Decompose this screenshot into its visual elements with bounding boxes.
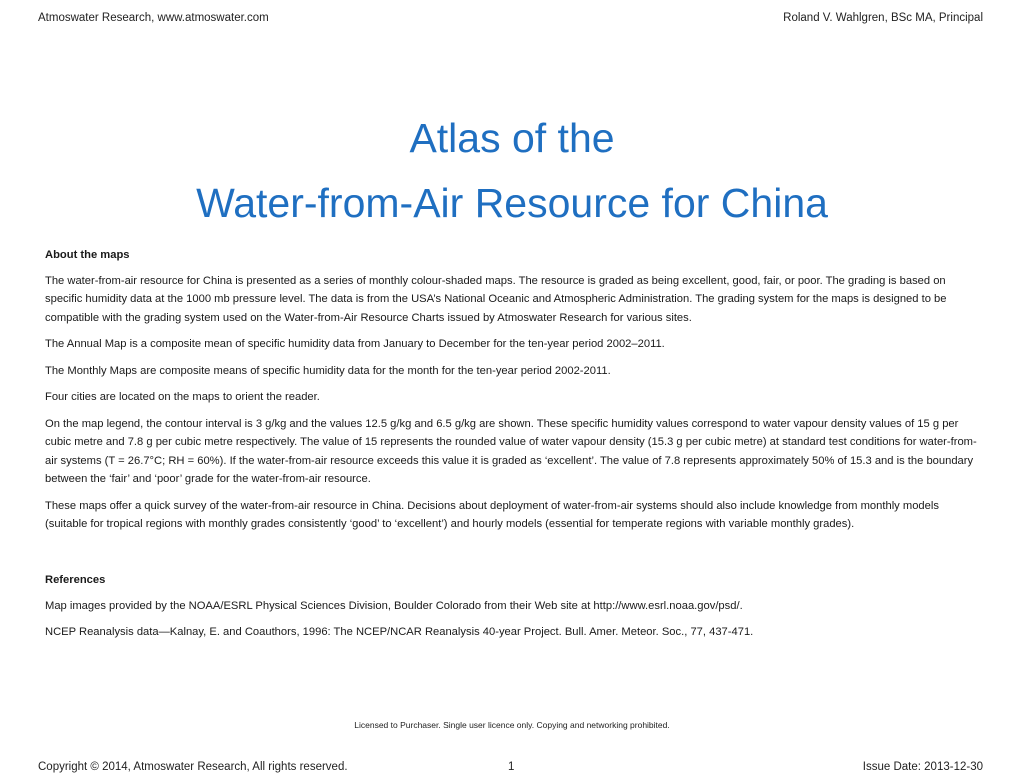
references-section xyxy=(45,571,980,650)
about-paragraph: These maps offer a quick survey of the water-from-air resource in China. Decisions about deployment of water-from-air systems should also include knowledge from monthly models (suitable for tropical regions with monthly grades consistently ‘good’ to ‘excellent’) and hourly models (essential for temperate regions with variable monthly grades). xyxy=(45,499,939,530)
footer-copyright: Copyright © 2014, Atmoswater Research, All rights reserved. xyxy=(38,761,348,773)
about-heading: About the maps xyxy=(45,249,130,261)
about-paragraph: On the map legend, the contour interval is 3 g/kg and the values 12.5 g/kg and 6.5 g/kg are shown. These specific humidity values correspond to water vapour density values of 15 g per cubic metre and 7.8 g per cubic metre respectively. The value of 15 represents the rounded value of water vapour density (15.3 g per cubic metre) at standard test conditions for water-from-air systems (T = 26.7°C; RH = 60%). If the water-from-air resource exceeds this value it is graded as ‘excellent’. The value of 7.8 represents approximately 50% of 15.3 and is the boundary between the ‘fair’ and ‘poor’ grade for the water-from-air resource. xyxy=(45,417,977,485)
header-right-text: Roland V. Wahlgren, BSc MA, Principal xyxy=(783,12,983,24)
footer-issue-date: Issue Date: 2013-12-30 xyxy=(862,761,983,773)
header-left-text: Atmoswater Research, www.atmoswater.com xyxy=(38,12,269,24)
about-paragraph: The Monthly Maps are composite means of specific humidity data for the month for the ten-year period 2002-2011. xyxy=(45,364,611,377)
references-heading: References xyxy=(45,574,106,586)
about-paragraph: The water-from-air resource for China is presented as a series of monthly colour-shaded maps. The resource is graded as being excellent, good, fair, or poor. The grading is based on specific humidity data at the 1000 mb pressure level. The data is from the USA’s National Oceanic and Atmospheric Administration. The grading system for the maps is designed to be compatible with the grading system used on the Water-from-Air Resource Charts issued by Atmoswater Research for various sites. xyxy=(45,274,947,324)
licence-notice: Licensed to Purchaser. Single user licence only. Copying and networking prohibited. xyxy=(354,720,670,730)
about-section xyxy=(45,246,980,542)
document-title-line-1: Atlas of the xyxy=(409,115,615,161)
document-title-line-2: Water-from-Air Resource for China xyxy=(196,180,828,226)
footer-page-number: 1 xyxy=(508,761,515,773)
reference-item: Map images provided by the NOAA/ESRL Physical Sciences Division, Boulder Colorado from their Web site at http://www.esrl.noaa.gov/psd/. xyxy=(45,599,743,612)
about-paragraph: Four cities are located on the maps to orient the reader. xyxy=(45,391,320,403)
reference-item: NCEP Reanalysis data—Kalnay, E. and Coauthors, 1996: The NCEP/NCAR Reanalysis 40-year Project. Bull. Amer. Meteor. Soc., 77, 437-471. xyxy=(45,626,754,638)
about-paragraph: The Annual Map is a composite mean of specific humidity data from January to December for the ten-year period 2002–2011. xyxy=(45,338,665,350)
